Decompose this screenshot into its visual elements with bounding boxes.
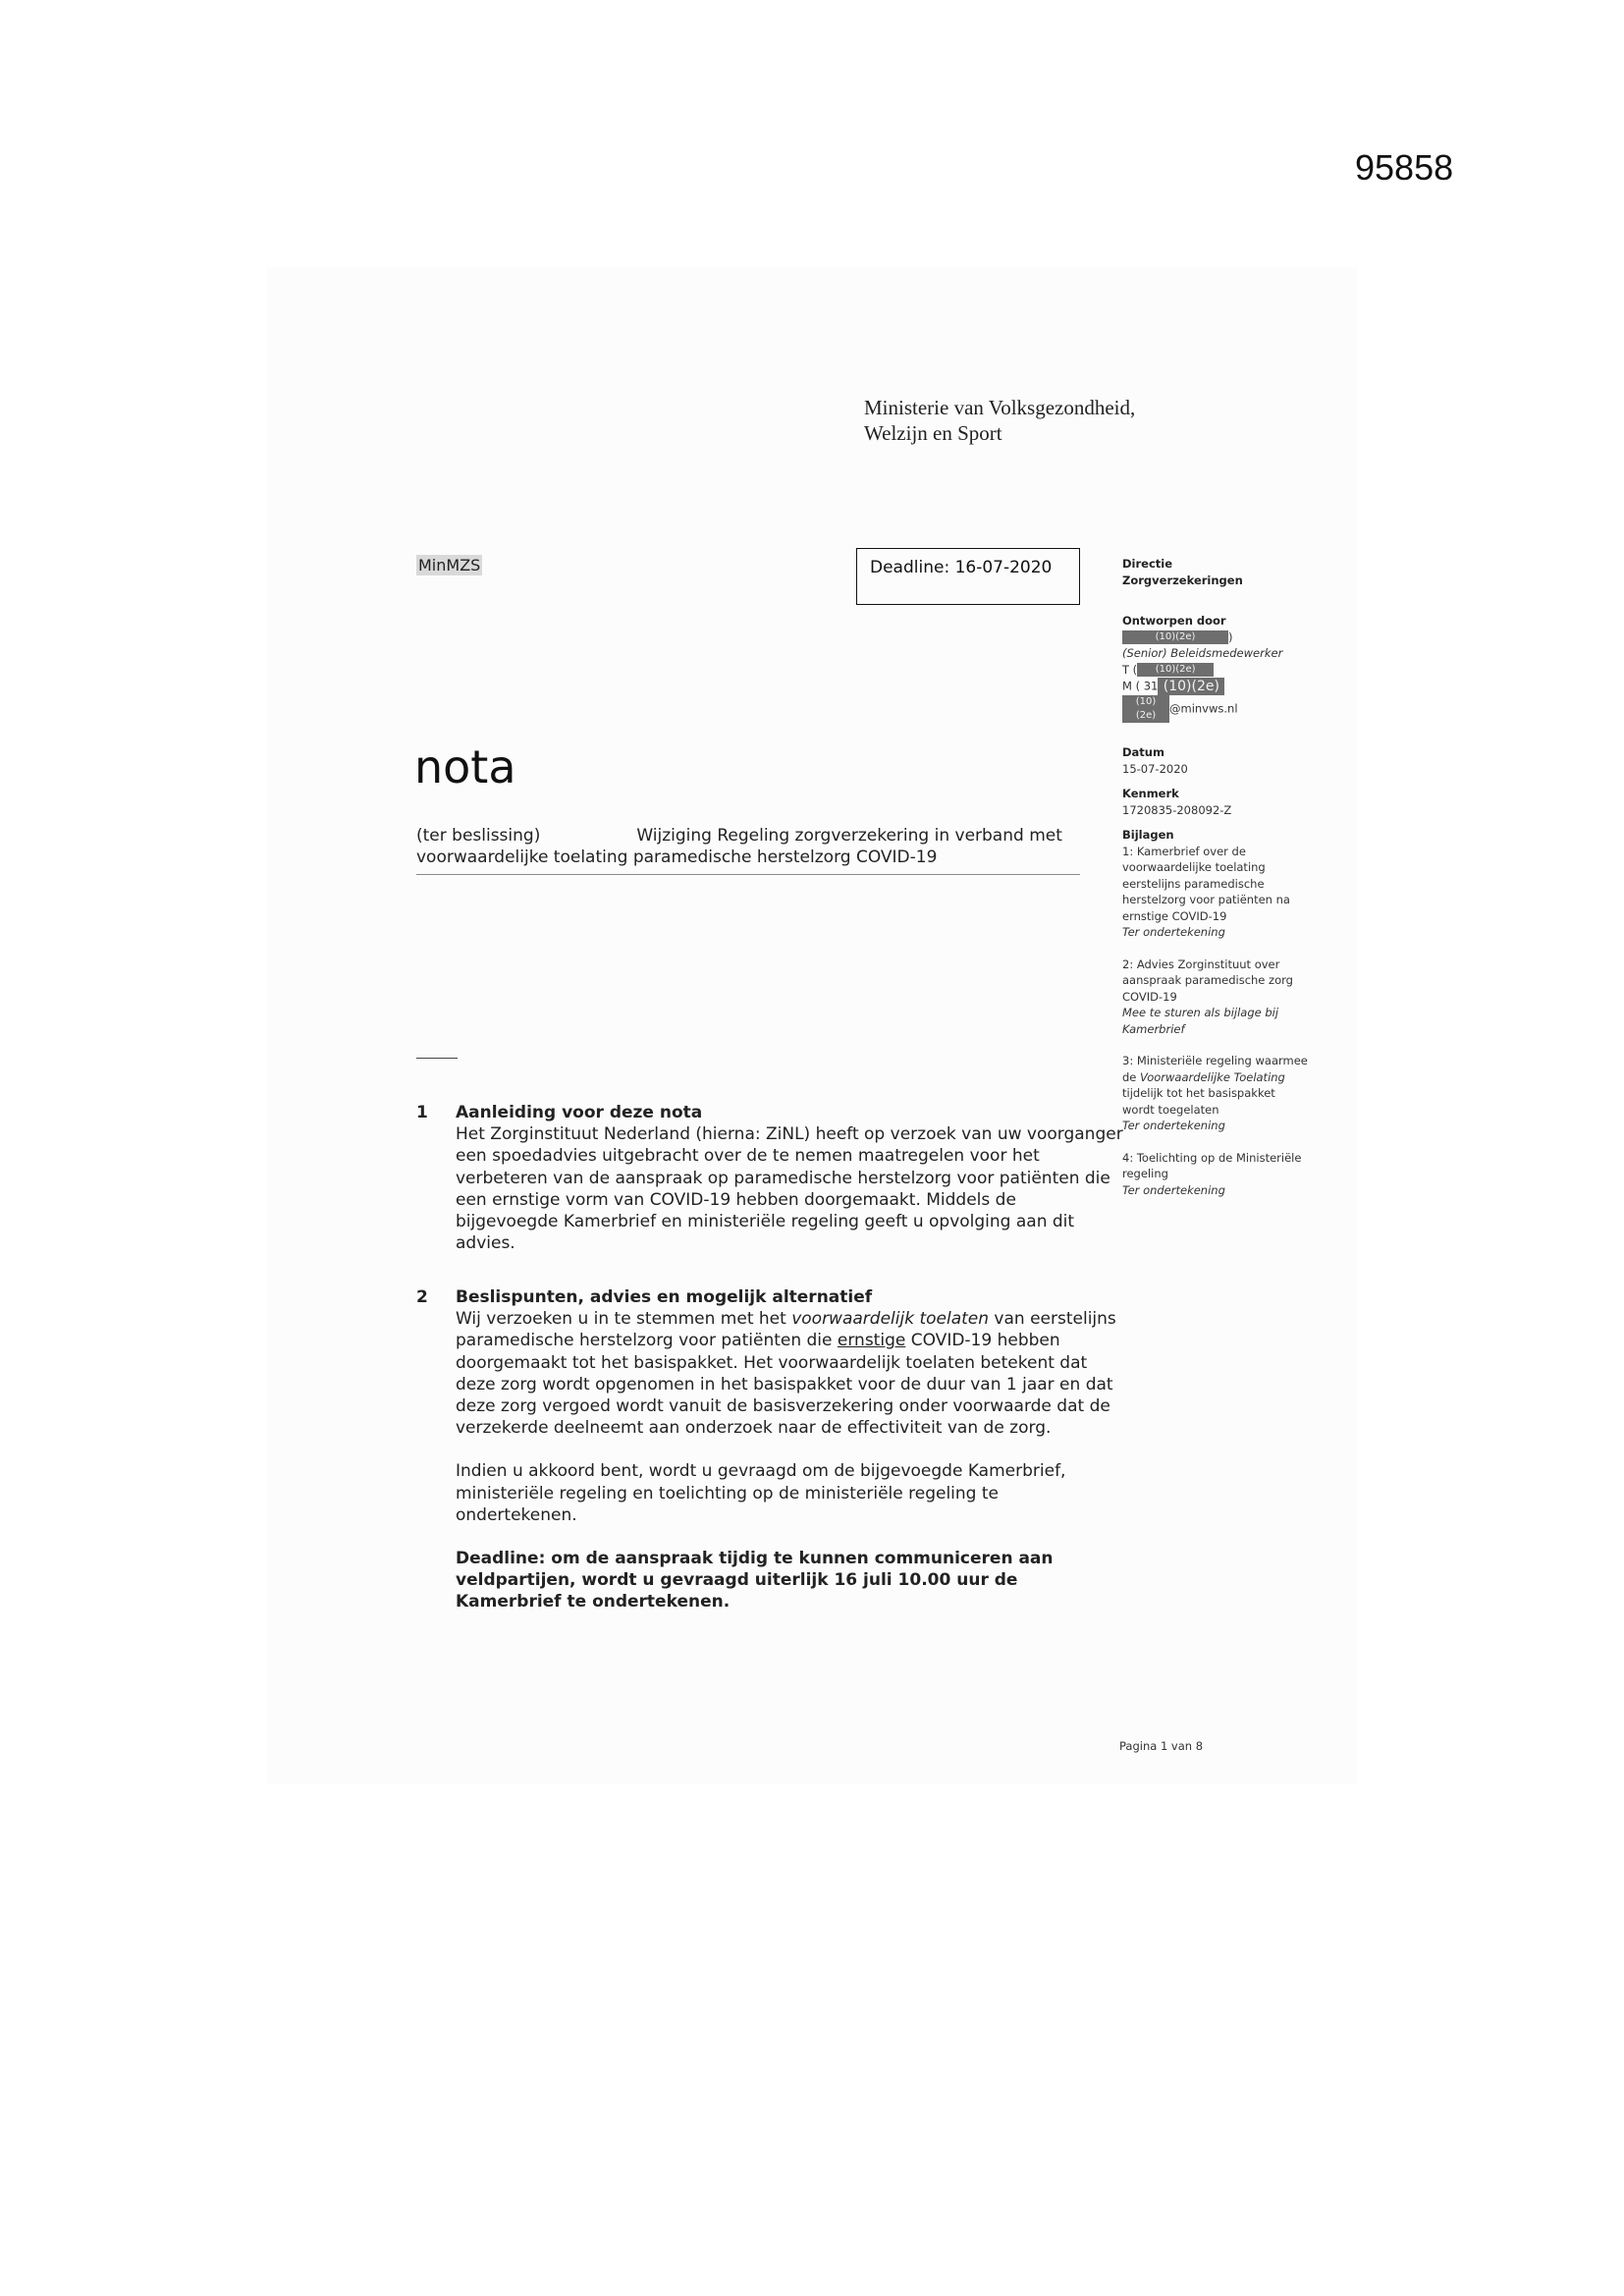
kenmerk-value: 1720835-208092-Z [1122,802,1232,817]
bijlagen-label: Bijlagen [1122,828,1174,842]
directie-label: Directie [1122,557,1173,571]
phone-m-prefix: M ( 31 [1122,679,1159,693]
text-run: COVID-19 hebben doorgemaakt tot het basispakket. Het voorwaardelijk toelaten betekent dat deze zorg wordt opgenomen in het basispakket voor de duur van 1 jaar en dat deze zorg vergoed wordt vanuit de basisverzekering onder voorwaarde dat de verzekerde deelneemt aan onderzoek naar de effectiviteit van de zorg. [456,1331,1113,1439]
attachment-item [1122,957,1309,1038]
ministry-logo-text [864,395,1135,446]
text-run-underline: ernstige [837,1331,906,1351]
section-number: 1 [416,1103,428,1122]
deadline-paragraph: Deadline: om de aanspraak tijdig te kunnen communiceren aan veldpartijen, wordt u gevraagd uiterlijk 16 juli 10.00 uur de Kamerbrief te ondertekenen. [456,1549,1054,1613]
attachment-item [1122,844,1309,941]
subject-line-2: voorwaardelijke toelating paramedische herstelzorg COVID-19 [416,847,938,867]
attachment-note: Mee te sturen als bijlage bij Kamerbrief [1122,1006,1279,1036]
section-paragraph [456,1308,1123,1439]
redaction-block: (10)(2e) [1122,630,1228,644]
attachment-text: 1: Kamerbrief over de voorwaardelijke toelating eerstelijns paramedische herstelzorg voor patiënten na ernstige COVID-19 [1122,844,1290,923]
subject-label: (ter beslissing) [416,826,541,846]
ministry-line-1: Ministerie van Volksgezondheid, [864,396,1136,419]
text-run: van eerstelijns paramedische herstelzorg voor patiënten die [456,1309,1116,1351]
redaction-block: (10)(2e) [1122,695,1169,723]
attachment-note: Ter ondertekening [1122,925,1225,939]
ontworpen-label: Ontworpen door [1122,614,1226,628]
page-footer: Pagina 1 van 8 [1119,1739,1204,1753]
subject-divider [416,874,1080,875]
sidebar-datum [1122,744,1319,777]
section-paragraph: Het Zorginstituut Nederland (hierna: ZiNL) heeft op verzoek van uw voorganger een spoedadvies uitgebracht over de te nemen maatregelen voor het verbeteren van de aanspraak op paramedische herstelzorg voor patiënten die een ernstige vorm van COVID-19 hebben doorgemaakt. Middels de bijgevoegde Kamerbrief en ministeriële regeling geeft u opvolging aan dit advies. [456,1124,1123,1254]
section-1 [416,1102,1123,1254]
attachment-item [1122,1150,1309,1199]
datum-label: Datum [1122,745,1164,759]
minmzs-tag: MinMZS [418,556,481,574]
kenmerk-label: Kenmerk [1122,787,1179,800]
short-divider [416,1058,458,1059]
text-run-italic: voorwaardelijk toelaten [791,1309,990,1330]
email-suffix: @minvws.nl [1169,701,1238,716]
attachment-text: 2: Advies Zorginstituut over aanspraak paramedische zorg COVID-19 [1122,957,1293,1004]
sidebar-directie [1122,556,1319,588]
text-run: Wij verzoeken u in te stemmen met het [456,1309,792,1330]
sidebar-ontworpen [1122,613,1319,723]
name-suffix: ) [1228,629,1233,644]
attachment-note: Ter ondertekening [1122,1182,1225,1197]
deadline-box [856,548,1080,605]
page-id-number: 95858 [1355,147,1454,188]
section-paragraph: Indien u akkoord bent, wordt u gevraagd om de bijgevoegde Kamerbrief, ministeriële regeling en toelichting op de ministeriële regeling te ondertekenen. [456,1461,1066,1525]
deadline-text: Deadline: 16-07-2020 [870,558,1053,577]
attachment-text-italic: Voorwaardelijke Toelating [1140,1069,1285,1084]
attachment-text: 3: Ministeriële regeling waarmee de [1122,1054,1308,1084]
ministry-line-2: Welzijn en Sport [864,421,1002,445]
sidebar-kenmerk [1122,786,1319,818]
phone-t-prefix: T ( [1122,662,1138,677]
doc-type-title: nota [414,740,516,793]
section-2 [416,1286,1123,1613]
datum-value: 15-07-2020 [1122,761,1188,776]
redaction-block: (10)(2e) [1158,678,1224,695]
subject-line-1: Wijziging Regeling zorgverzekering in verband met [636,826,1062,846]
sidebar-bijlagen [1122,827,1309,1198]
section-heading: Beslispunten, advies en mogelijk alternatief [456,1287,873,1307]
section-number: 2 [416,1287,428,1307]
attachment-text: 4: Toelichting op de Ministeriële regeling [1122,1150,1302,1180]
section-heading: Aanleiding voor deze nota [456,1103,703,1122]
attachment-text: tijdelijk tot het basispakket wordt toegelaten [1122,1086,1275,1117]
subject-block [416,825,1104,868]
attachment-item [1122,1053,1309,1134]
role-text: (Senior) Beleidsmedewerker [1122,646,1283,660]
directie-value: Zorgverzekeringen [1122,573,1243,587]
attachment-note: Ter ondertekening [1122,1119,1225,1132]
redaction-block: (10)(2e) [1137,663,1214,677]
